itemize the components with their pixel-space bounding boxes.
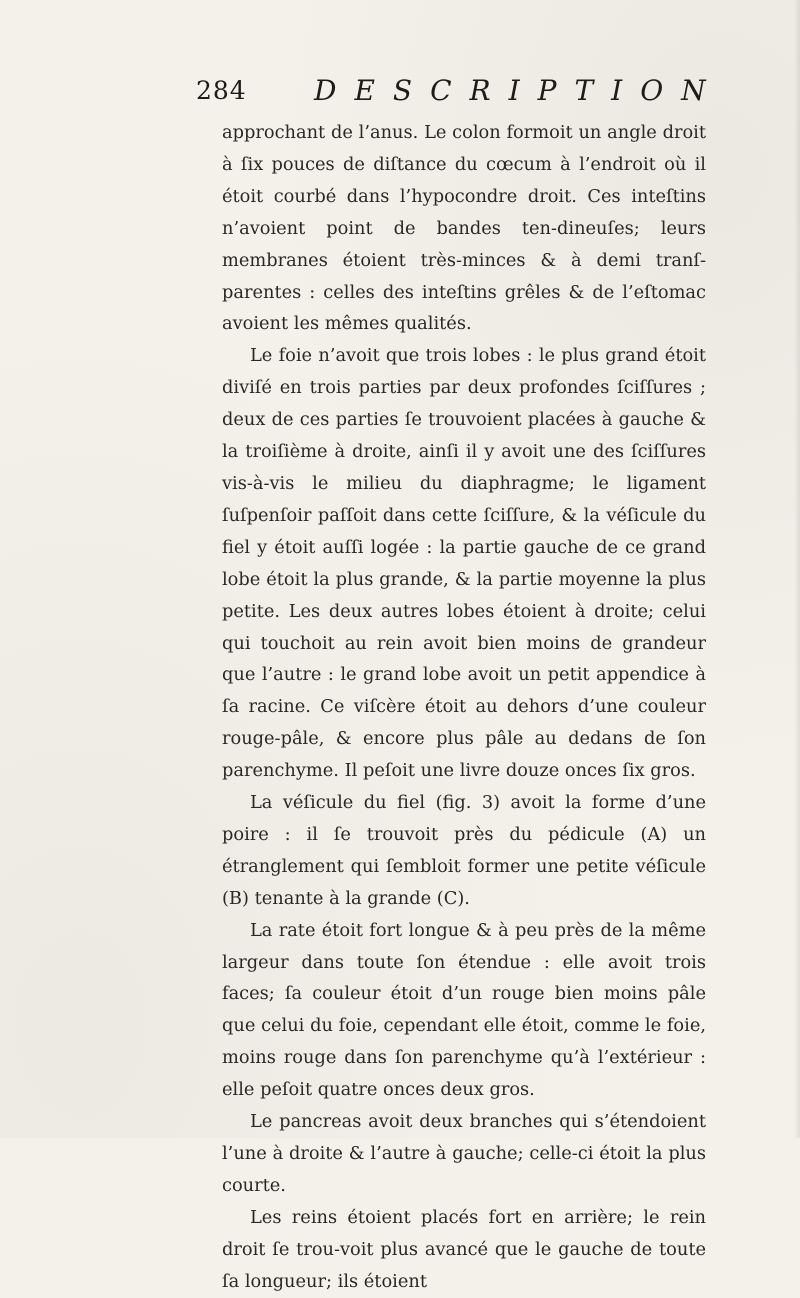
page-header: [196, 74, 724, 114]
paragraph-pancreas: Le pancreas avoit deux branches qui s’étendoient l’une à droite & l’autre à gauche; celle-ci étoit la plus courte.: [222, 1111, 706, 1196]
paragraph-colon: approchant de l’anus. Le colon formoit un angle droit à ſix pouces de diſtance du cœcum à l’endroit où il étoit courbé dans l’hypocondre droit. Ces inteſtins n’avoient point de bandes ten-dineuſes; leurs membranes étoient très-minces & à demi tranſ-parentes : celles des inteſtins grêles & de l’eſtomac avoient les mêmes qualités.: [222, 122, 706, 335]
page-number: 284: [196, 76, 247, 105]
running-title: DESCRIPTION: [314, 74, 724, 107]
paragraph-rate: La rate étoit fort longue & à peu près de la même largeur dans toute ſon étendue : elle avoit trois faces; ſa couleur étoit d’un rouge bien moins pâle que celui du foie, cependant elle étoit, comme le foie, moins rouge dans ſon parenchyme qu’à l’extérieur : elle peſoit quatre onces deux gros.: [222, 919, 706, 1101]
body-text: [222, 117, 706, 1298]
paragraph-foie: Le foie n’avoit que trois lobes : le plus grand étoit diviſé en trois parties par deux profondes ſciſſures ; deux de ces parties ſe trouvoient placées à gauche & la troiſième à droite, ainſi il y avoit une des ſciſſures vis-à-vis le milieu du diaphragme; le ligament ſuſpenſoir paſſoit dans cette ſciſſure, & la véſicule du fiel y étoit auſſi logée : la partie gauche de ce grand lobe étoit la plus grande, & la partie moyenne la plus petite. Les deux autres lobes étoient à droite; celui qui touchoit au rein avoit bien moins de grandeur que l’autre : le grand lobe avoit un petit appendice à ſa racine. Ce viſcère étoit au dehors d’une couleur rouge-pâle, & encore plus pâle au dedans de ſon parenchyme. Il peſoit une livre douze onces ſix gros.: [222, 345, 706, 782]
page-edge-shadow: [794, 0, 800, 1138]
paragraph-vesicule: La véſicule du fiel (fig. 3) avoit la forme d’une poire : il ſe trouvoit près du pédicule (A) un étranglement qui ſembloit former une petite véſicule (B) tenante à la grande (C).: [222, 792, 706, 909]
paragraph-reins: Les reins étoient placés fort en arrière; le rein droit ſe trou-voit plus avancé que le gauche de toute ſa longueur; ils étoient: [222, 1206, 706, 1292]
